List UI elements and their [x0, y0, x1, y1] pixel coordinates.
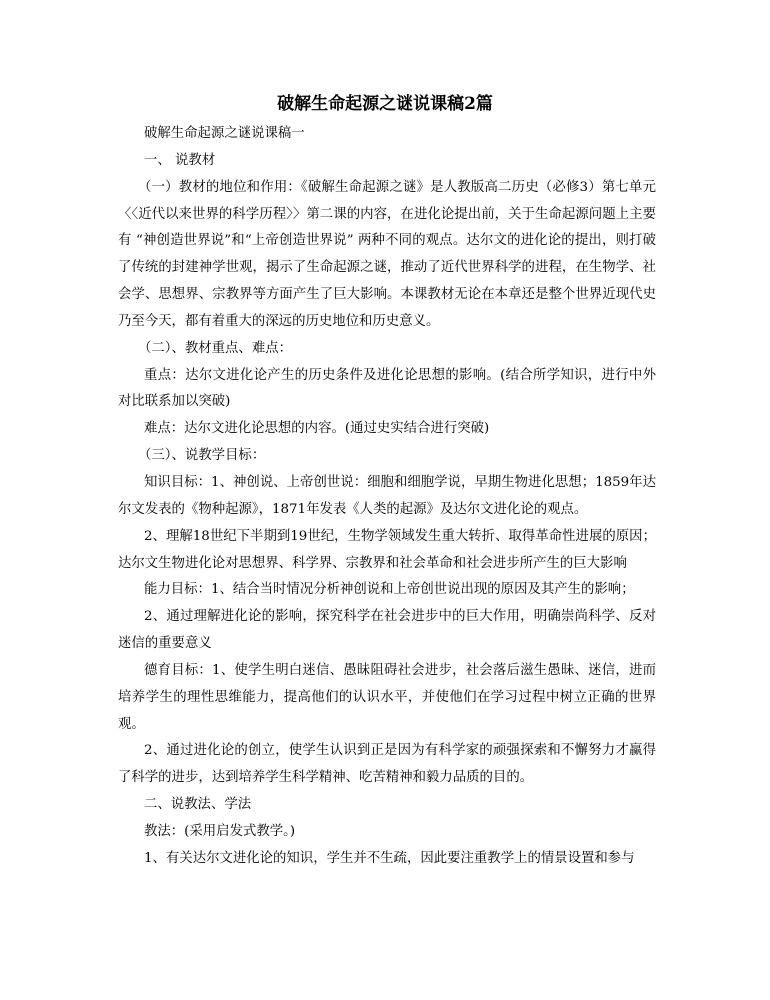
subheading-teaching-goals: （三）、说教学目标：	[138, 448, 266, 464]
section-heading-teaching-methods: 二、说教法、学法	[144, 797, 252, 813]
document-title: 破解生命起源之谜说课稿2篇	[277, 94, 493, 114]
paragraph-knowledge-goal-2: 2、理解18世纪下半期到19世纪，生物学领域发生重大转折、取得革命性进展的原因；达尔文生物进化论对思想界、科学界、宗教界和社会革命和社会进步所产生的巨大影响	[118, 528, 656, 571]
subheading-key-points: （二）、教材重点、难点：	[138, 340, 292, 356]
paragraph-method-1: 1、有关达尔文进化论的知识，学生并不生疏，因此要注重教学上的情景设置和参与	[144, 850, 635, 866]
paragraph-knowledge-goal: 知识目标：1、神创说、上帝创世说：细胞和细胞学说，早期生物进化思想；1859年达尔文发表的《物种起源》，1871年发表《人类的起源》及达尔文进化论的观点。	[118, 474, 656, 517]
paragraph-moral-goal: 德育目标：1、使学生明白迷信、愚昧阻碍社会进步，社会落后滋生愚昧、迷信，进而培养学生的理性思维能力，提高他们的认识水平，并使他们在学习过程中树立正确的世界观。	[118, 662, 656, 732]
subtitle-paragraph: 破解生命起源之谜说课稿一	[144, 126, 305, 141]
paragraph-teaching-method: 教法：(采用启发式教学。)	[144, 823, 296, 839]
paragraph-key-point: 重点：达尔文进化论产生的历史条件及进化论思想的影响。(结合所学知识，进行中外对比联系加以突破)	[118, 367, 656, 410]
paragraph-ability-goal-2: 2、通过理解进化论的影响，探究科学在社会进步中的巨大作用，明确崇尚科学、反对迷信的重要意义	[118, 609, 656, 652]
document-body	[118, 121, 656, 873]
paragraph-material-role: （一）教材的地位和作用：《破解生命起源之谜》是人教版高二历史（必修3）第七单元〈〈近代以来世界的科学历程〉〉第二课的内容，在进化论提出前，关于生命起源问题上主要有 “神创造世界说”和“上帝创造世界说” 两种不同的观点。达尔文的进化论的提出，则打破了传统的封建神学世观，揭示了生命起源之谜，推动了近代世界科学的进程，在生物学、社会学、思想界、宗教界等方面产生了巨大影响。本课教材无论在本章还是整个世界近现代史乃至今天，都有着重大的深远的历史地位和历史意义。	[118, 179, 656, 329]
paragraph-ability-goal: 能力目标：1、结合当时情况分析神创说和上帝创世说出现的原因及其产生的影响；	[144, 582, 635, 598]
section-heading-teaching-material: 一、 说教材	[144, 152, 216, 168]
paragraph-difficult-point: 难点：达尔文进化论思想的内容。(通过史实结合进行突破)	[144, 421, 490, 437]
paragraph-moral-goal-2: 2、通过进化论的创立，使学生认识到正是因为有科学家的顽强探索和不懈努力才赢得了科学的进步，达到培养学生科学精神、吃苦精神和毅力品质的目的。	[118, 743, 656, 786]
